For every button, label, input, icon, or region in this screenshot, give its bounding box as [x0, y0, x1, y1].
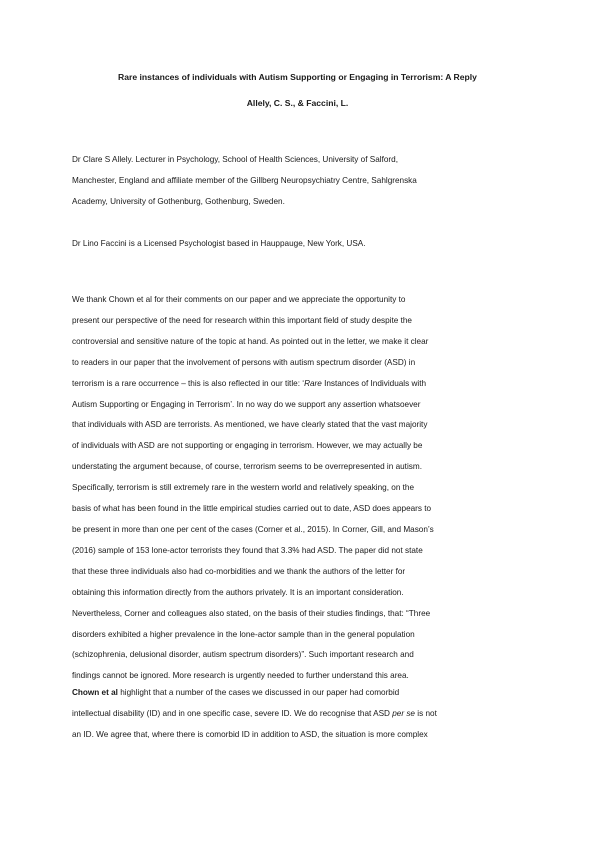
- text-span: terrorism is a rare occurrence – this is also reflected in our title: ‘: [72, 378, 305, 388]
- text-line: findings cannot be ignored. More research is urgently needed to further understand this area.: [72, 671, 409, 681]
- text-span: is not: [415, 708, 437, 718]
- text-span: highlight that a number of the cases we discussed in our paper had comorbid: [117, 688, 400, 697]
- text-line: (2016) sample of 153 lone-actor terrorists they found that 3.3% had ASD. The paper did not state: [72, 545, 423, 555]
- text-span: Instances of Individuals with: [321, 378, 427, 388]
- text-line: Dr Lino Faccini is a Licensed Psychologist based in Hauppauge, New York, USA.: [72, 239, 366, 248]
- text-line: (schizophrenia, delusional disorder, autism spectrum disorders)”. Such important research and: [72, 650, 414, 660]
- body-paragraph-2: [72, 683, 528, 746]
- text-line: Academy, University of Gothenburg, Gothenburg, Sweden.: [72, 196, 285, 206]
- text-line: be present in more than one per cent of the cases (Corner et al., 2015). In Corner, Gill, and Mason’s: [72, 524, 434, 534]
- bold-citation: Chown et al: [72, 688, 118, 697]
- text-line: Nevertheless, Corner and colleagues also stated, on the basis of their studies findings, that: “Three: [72, 608, 431, 618]
- text-line: present our perspective of the need for research within this important field of study despite the: [72, 315, 412, 325]
- text-line: We thank Chown et al for their comments on our paper and we appreciate the opportunity to: [72, 295, 406, 304]
- text-line: [72, 683, 528, 704]
- italic-phrase: per se: [392, 708, 415, 718]
- text-line: of individuals with ASD are not supporting or engaging in terrorism. However, we may actually be: [72, 441, 423, 451]
- text-span: intellectual disability (ID) and in one specific case, severe ID. We do recognise that ASD: [72, 708, 393, 718]
- text-line: disorders exhibited a higher prevalence in the lone-actor sample than in the general population: [72, 629, 415, 639]
- text-line: to readers in our paper that the involvement of persons with autism spectrum disorder (ASD) in: [72, 357, 416, 367]
- italic-title-word: Rare: [304, 378, 322, 388]
- text-line: [72, 704, 528, 725]
- text-line: basis of what has been found in the little empirical studies carried out to date, ASD does appears to: [72, 504, 432, 514]
- affiliation-allely: [72, 150, 528, 213]
- text-line: that these three individuals also had co-morbidities and we thank the authors of the letter for: [72, 566, 406, 576]
- affiliation-faccini: [72, 234, 528, 255]
- text-line: Specifically, terrorism is still extremely rare in the western world and relatively speaking, on the: [72, 483, 415, 493]
- text-line: Autism Supporting or Engaging in Terrorism’. In no way do we support any assertion whatsoever: [72, 399, 421, 409]
- text-line: an ID. We agree that, where there is comorbid ID in addition to ASD, the situation is more complex: [72, 729, 428, 739]
- text-line: that individuals with ASD are terrorists. As mentioned, we have clearly stated that the vast majority: [72, 420, 428, 430]
- text-line: understating the argument because, of course, terrorism seems to be overrepresented in autism.: [72, 462, 422, 472]
- text-line: Dr Clare S Allely. Lecturer in Psychology, School of Health Sciences, University of Salford,: [72, 155, 398, 164]
- paper-authors: Allely, C. S., & Faccini, L.: [246, 98, 349, 108]
- text-line: [72, 374, 528, 395]
- paper-title: Rare instances of individuals with Autism Supporting or Engaging in Terrorism: A Reply: [118, 72, 477, 82]
- text-line: obtaining this information directly from the authors privately. It is an important consideration.: [72, 587, 404, 597]
- text-line: controversial and sensitive nature of the topic at hand. As pointed out in the letter, we make it clear: [72, 336, 429, 346]
- body-paragraph-1: [72, 290, 528, 687]
- text-line: Manchester, England and affiliate member of the Gillberg Neuropsychiatry Centre, Sahlgrenska: [72, 175, 417, 185]
